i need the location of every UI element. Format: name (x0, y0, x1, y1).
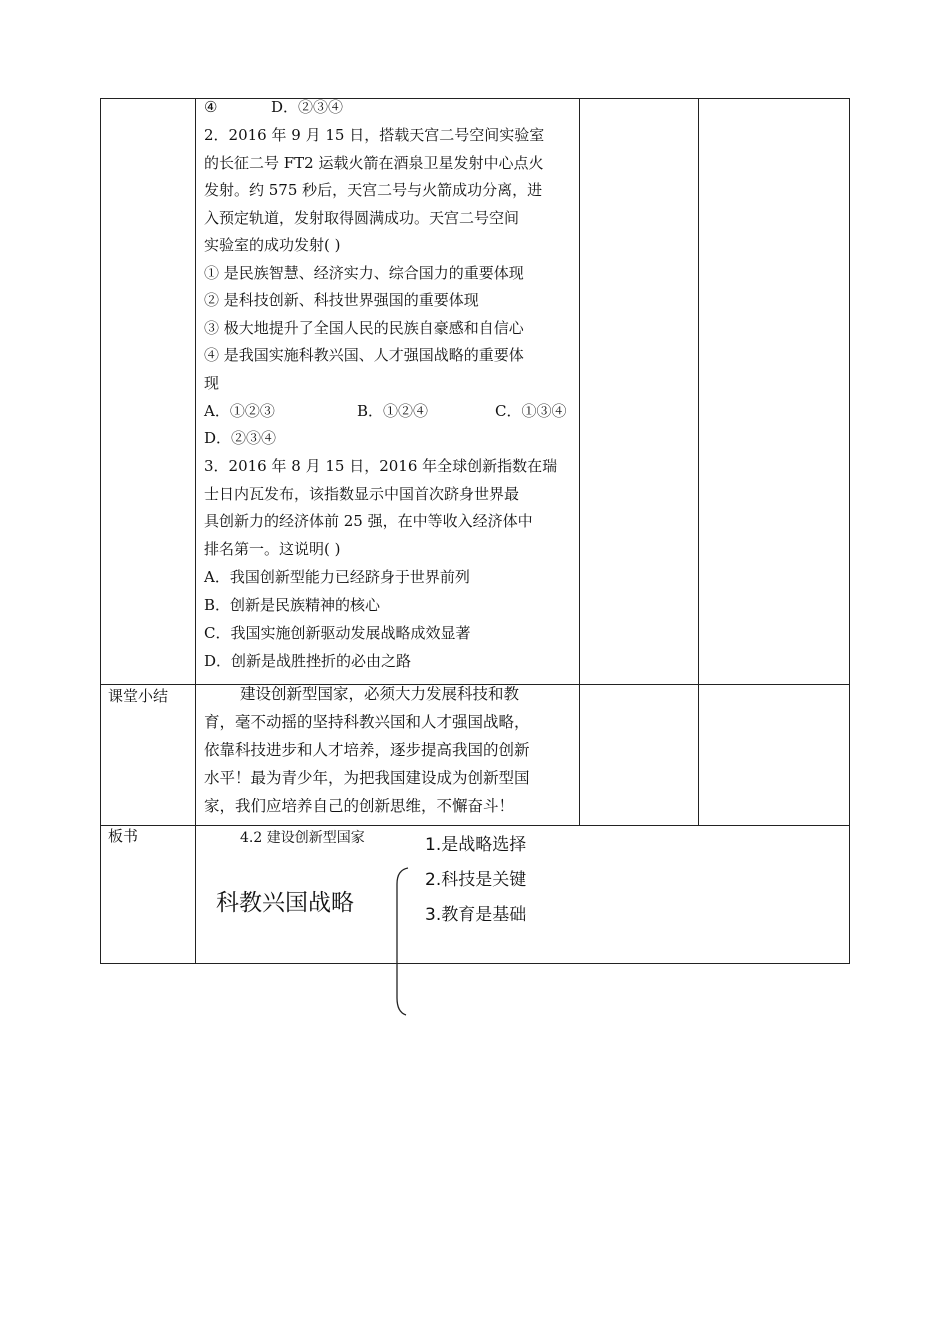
q3-line: 具创新力的经济体前 25 强，在中等收入经济体中 (204, 512, 533, 530)
q2-line: 现 (204, 374, 220, 392)
q2-line: 的长征二号 FT2 运载火箭在酒泉卫星发射中心点火 (204, 154, 544, 172)
column-divider-3 (698, 98, 699, 826)
summary-line: 建设创新型国家，必须大力发展科技和教 (240, 685, 520, 703)
q3-option: C．我国实施创新驱动发展战略成效显著 (204, 624, 471, 642)
q2-option-d: D．②③④ (204, 429, 277, 447)
q2-line: ④ 是我国实施科教兴国、人才强国战略的重要体 (204, 346, 524, 364)
q2-option-c: C．①③④ (495, 402, 567, 420)
table-bottom-border (100, 963, 405, 964)
row-divider-board (100, 825, 850, 826)
summary-line: 家，我们应培养自己的创新思维，不懈奋斗！ (204, 797, 515, 815)
q3-option: A．我国创新型能力已经跻身于世界前列 (204, 568, 470, 586)
q2-line: ② 是科技创新、科技世界强国的重要体现 (204, 291, 479, 309)
q3-line: 排名第一。这说明( ) (204, 540, 341, 558)
q3-line: 3．2016 年 8 月 15 日，2016 年全球创新指数在瑞 (204, 457, 558, 475)
board-item: 2.科技是关键 (425, 870, 527, 890)
top-line-right: D．②③④ (271, 98, 344, 116)
summary-line: 育，毫不动摇的坚持科教兴国和人才强国战略， (204, 713, 530, 731)
q2-line: 入预定轨道，发射取得圆满成功。天宫二号空间 (204, 209, 520, 227)
top-line-left: ④ (204, 98, 218, 116)
summary-line: 水平！最为青少年，为把我国建设成为创新型国 (204, 769, 530, 787)
board-label: 板书 (108, 827, 139, 845)
board-item: 1.是战略选择 (425, 835, 527, 855)
board-item: 3.教育是基础 (425, 905, 527, 925)
q2-line: ① 是民族智慧、经济实力、综合国力的重要体现 (204, 264, 524, 282)
summary-label: 课堂小结 (108, 687, 169, 705)
q2-line: 2．2016 年 9 月 15 日，搭载天宫二号空间实验室 (204, 126, 545, 144)
column-divider-1 (195, 98, 196, 964)
q2-option-a: A．①②③ (204, 402, 275, 420)
board-title: 4.2 建设创新型国家 (240, 830, 365, 846)
q3-line: 士日内瓦发布，该指数显示中国首次跻身世界最 (204, 485, 520, 503)
q3-option: B．创新是民族精神的核心 (204, 596, 381, 614)
q2-line: 实验室的成功发射( ) (204, 236, 341, 254)
summary-line: 依靠科技进步和人才培养，逐步提高我国的创新 (204, 741, 530, 759)
table-left-border (100, 98, 101, 964)
table-right-border (849, 98, 850, 964)
q3-option: D．创新是战胜挫折的必由之路 (204, 652, 412, 670)
curly-brace-icon (392, 860, 412, 1020)
q2-line: 发射。约 575 秒后，天宫二号与火箭成功分离，进 (204, 181, 543, 199)
table-bottom-border-right (405, 963, 850, 964)
q2-line: ③ 极大地提升了全国人民的民族自豪感和自信心 (204, 319, 524, 337)
board-main-topic: 科教兴国战略 (216, 890, 354, 916)
q2-option-b: B．①②④ (357, 402, 429, 420)
column-divider-2 (579, 98, 580, 826)
